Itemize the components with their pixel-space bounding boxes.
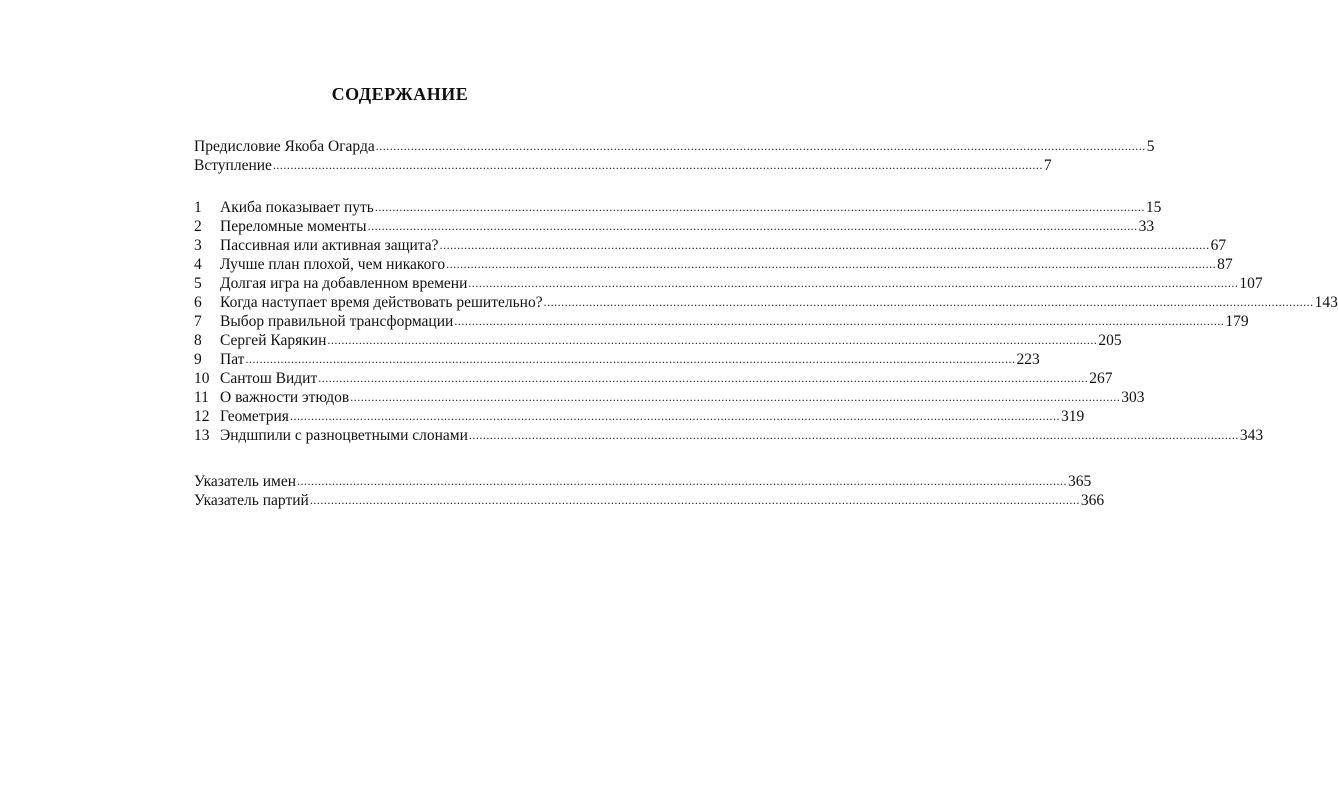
toc-entry-chapter-7[interactable] [194,312,1249,331]
toc-entry-chapter-2[interactable] [194,217,1155,236]
chapter-number: 3 [194,237,202,254]
entry-title: Переломные моменты [220,218,367,235]
entry-title: Указатель имен [194,473,296,490]
chapter-number: 4 [194,256,202,273]
toc-entry-chapter-3[interactable] [194,236,1227,255]
dot-leader: ............................................................................................................................................................................................................................ [375,139,1146,153]
entry-page-number: 343 [1239,427,1264,444]
toc-entry-foreword[interactable] [194,137,1155,156]
entry-title: Сантош Видит [220,370,318,387]
entry-page-number: 107 [1239,275,1263,292]
dot-leader: ............................................................................................................................................................................................................................ [367,219,1138,233]
entry-title: Геометрия [220,408,289,425]
entry-page-number: 143 [1314,294,1338,311]
chapter-number: 1 [194,199,202,216]
entry-page-number: 303 [1121,389,1145,406]
dot-leader: ............................................................................................................................................................................................................................ [350,390,1121,404]
toc-entry-chapter-12[interactable] [194,407,1085,426]
entry-title: Пат [220,351,245,368]
chapter-number: 9 [194,351,202,368]
dot-leader: ............................................................................................................................................................................................................................ [468,276,1239,290]
toc-entry-introduction[interactable] [194,156,1052,175]
entry-title: Выбор правильной трансформации [220,313,454,330]
dot-leader: ............................................................................................................................................................................................................................ [272,158,1043,172]
toc-entry-chapter-11[interactable] [194,388,1145,407]
chapter-number: 5 [194,275,202,292]
entry-title: Вступление [194,157,272,174]
toc-entry-chapter-5[interactable] [194,274,1263,293]
page-title: СОДЕРЖАНИЕ [331,84,469,104]
dot-leader: ............................................................................................................................................................................................................................ [327,333,1098,347]
dot-leader: ............................................................................................................................................................................................................................ [446,257,1217,271]
entry-page-number: 366 [1080,492,1105,509]
toc-entry-chapter-8[interactable] [194,331,1122,350]
entry-title: Сергей Карякин [220,332,327,349]
chapter-number: 2 [194,218,202,235]
chapter-number: 10 [194,370,210,387]
entry-page-number: 267 [1089,370,1113,387]
toc-entry-chapter-4[interactable] [194,255,1233,274]
dot-leader: ............................................................................................................................................................................................................................ [318,371,1089,385]
dot-leader: ............................................................................................................................................................................................................................ [297,474,1067,488]
dot-leader: ............................................................................................................................................................................................................................ [245,352,1016,366]
chapter-number: 8 [194,332,202,349]
entry-title: Эндшпили с разноцветными слонами [220,427,468,444]
entry-page-number: 67 [1210,237,1227,254]
entry-page-number: 87 [1217,256,1233,273]
chapter-number: 13 [194,427,210,444]
entry-page-number: 33 [1138,218,1155,235]
entry-page-number: 365 [1068,473,1092,490]
entry-page-number: 179 [1225,313,1249,330]
entry-page-number: 205 [1098,332,1122,349]
entry-page-number: 15 [1145,199,1162,216]
entry-title: Когда наступает время действовать решительно? [220,294,543,311]
entry-page-number: 5 [1146,138,1155,155]
chapter-number: 6 [194,294,202,311]
toc-entry-game-index[interactable] [194,491,1105,510]
dot-leader: ............................................................................................................................................................................................................................ [309,493,1080,507]
toc-entry-chapter-1[interactable] [194,198,1162,217]
entry-page-number: 7 [1043,157,1052,174]
toc-entry-chapter-13[interactable] [194,426,1264,445]
entry-title: Долгая игра на добавленном времени [220,275,468,292]
dot-leader: ............................................................................................................................................................................................................................ [454,314,1225,328]
entry-title: Предисловие Якоба Огарда [194,138,375,155]
chapter-list [194,198,1338,445]
dot-leader: ............................................................................................................................................................................................................................ [468,428,1239,442]
dot-leader: ............................................................................................................................................................................................................................ [439,238,1210,252]
entry-title: Лучше план плохой, чем никакого [220,256,446,273]
chapter-number: 11 [194,389,209,406]
dot-leader: ............................................................................................................................................................................................................................ [289,409,1060,423]
chapter-number: 12 [194,408,210,425]
chapter-number: 7 [194,313,202,330]
toc-entry-chapter-9[interactable] [194,350,1040,369]
dot-leader: ............................................................................................................................................................................................................................ [543,295,1314,309]
entry-page-number: 223 [1016,351,1040,368]
entry-title: Пассивная или активная защита? [220,237,439,254]
toc-entry-name-index[interactable] [194,472,1092,491]
entry-page-number: 319 [1060,408,1085,425]
dot-leader: ............................................................................................................................................................................................................................ [374,200,1145,214]
toc-entry-chapter-6[interactable] [194,293,1338,312]
index-list [194,472,1105,510]
entry-title: О важности этюдов [220,389,350,406]
entry-title: Акиба показывает путь [220,199,374,216]
entry-title: Указатель партий [194,492,309,509]
front-matter-list [194,137,1155,175]
toc-entry-chapter-10[interactable] [194,369,1113,388]
